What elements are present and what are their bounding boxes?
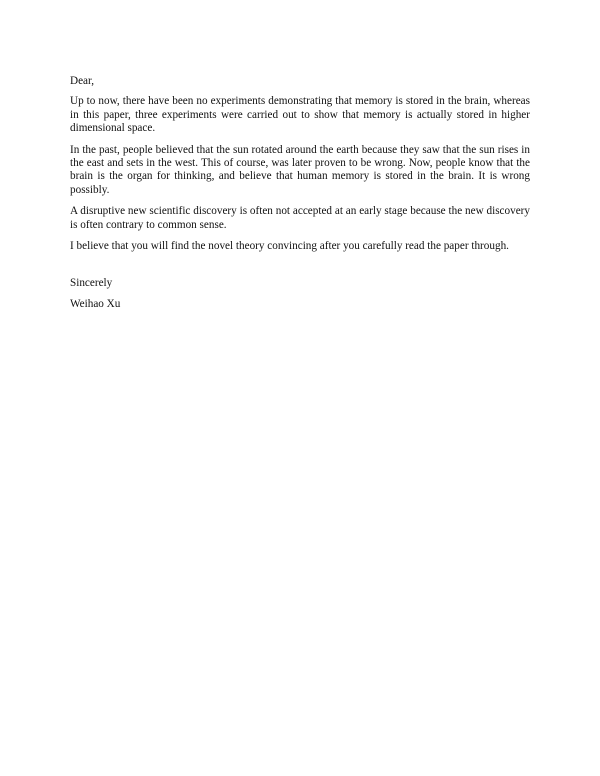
letter-paragraph-2: In the past, people believed that the sun rotated around the earth because they saw that the sun rises in the east and sets in the west. This of course, was later proven to be wrong. Now, people know that the brain is the organ for thinking, and believe that human memory is stored in the brain. It is wrong possibly. — [70, 143, 530, 196]
cover-letter — [70, 75, 530, 318]
letter-salutation: Dear, — [70, 75, 95, 87]
letter-paragraph-3: A disruptive new scientific discovery is often not accepted at an early stage because the new discovery is often contrary to common sense. — [70, 205, 530, 231]
letter-paragraph-1: Up to now, there have been no experiments demonstrating that memory is stored in the brain, whereas in this paper, three experiments were carried out to show that memory is actually stored in higher dimensional space. — [70, 95, 530, 135]
letter-closing-block — [70, 277, 530, 311]
letter-closing: Sincerely — [70, 277, 113, 290]
letter-signature: Weihao Xu — [70, 297, 121, 310]
letter-paragraph-4: I believe that you will find the novel theory convincing after you carefully read the paper through. — [70, 240, 509, 253]
